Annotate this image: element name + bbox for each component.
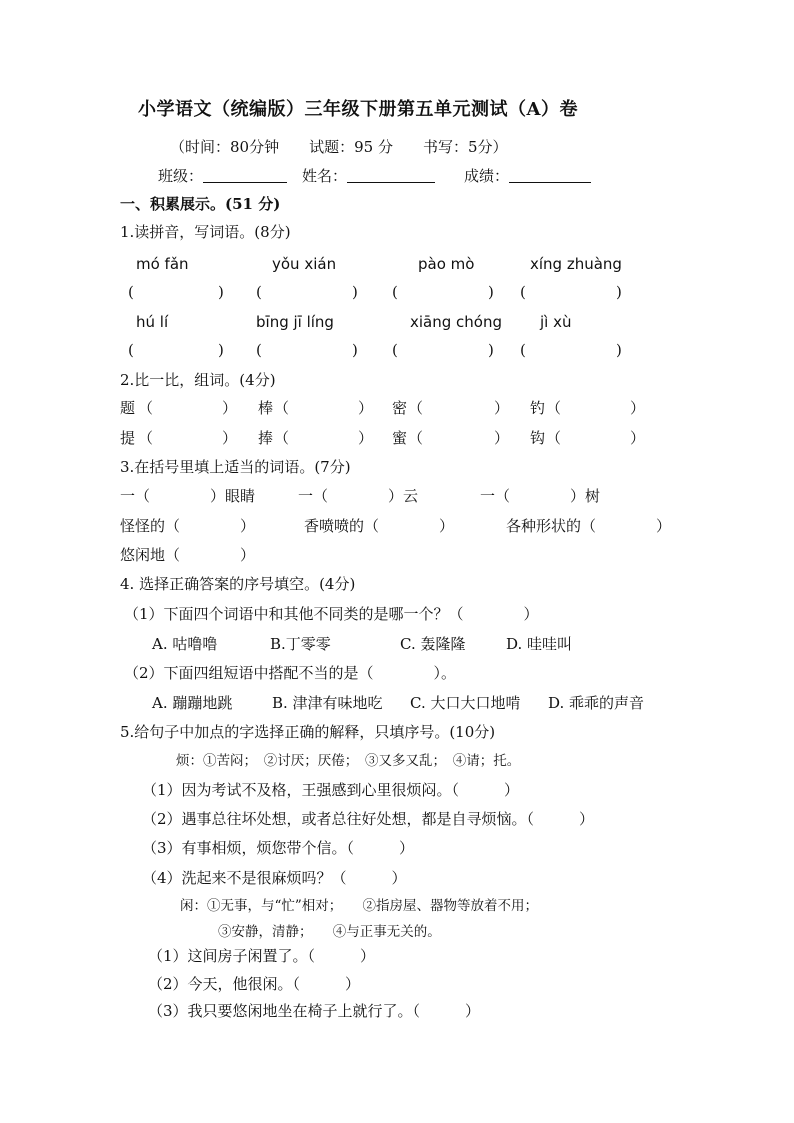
compare-char: 题 — [120, 399, 136, 417]
fill-item: 一（ ）树 — [480, 487, 601, 505]
question-2-title: 2.比一比，组词。(4分) — [120, 371, 276, 389]
bracket-open: （ — [408, 399, 424, 417]
pinyin: hú lí — [136, 313, 169, 331]
answer-blank-open: ( — [520, 283, 526, 301]
bracket-open: （ — [138, 429, 154, 447]
name-label: 姓名： — [302, 167, 348, 185]
option-d: D. 哇哇叫 — [506, 635, 573, 653]
definition-xian-cont: ③安静，清静； ④与正事无关的。 — [218, 924, 441, 940]
compare-char: 钩 — [530, 429, 546, 447]
bracket-close: ） — [222, 429, 238, 447]
sub-question: （3）有事相烦，烦您带个信。（ ） — [142, 839, 415, 857]
bracket-open: （ — [138, 399, 154, 417]
class-label: 班级： — [158, 167, 204, 185]
bracket-open: （ — [274, 429, 290, 447]
sub-question: （1）这间房子闲置了。（ ） — [148, 947, 376, 965]
option-d: D. 乖乖的声音 — [548, 694, 645, 712]
answer-blank-open: ( — [392, 341, 398, 359]
answer-blank-open: ( — [256, 283, 262, 301]
fill-item: 一（ ）眼睛 — [120, 487, 256, 505]
page-title: 小学语文（统编版）三年级下册第五单元测试（A）卷 — [138, 99, 578, 120]
bracket-open: （ — [408, 429, 424, 447]
fill-item: 怪怪的（ ） — [120, 517, 256, 535]
answer-blank-open: ( — [520, 341, 526, 359]
sub-question: （2）遇事总往坏处想，或者总往好处想，都是自寻烦恼。（ ） — [142, 810, 595, 828]
question-3-title: 3.在括号里填上适当的词语。(7分) — [120, 458, 351, 476]
class-field — [158, 166, 287, 186]
score-field — [464, 166, 591, 186]
answer-blank-close: ) — [616, 341, 622, 359]
answer-blank-open: ( — [128, 283, 134, 301]
compare-char: 钓 — [530, 399, 546, 417]
fill-item: 悠闲地（ ） — [120, 546, 256, 564]
pinyin: pào mò — [418, 255, 475, 273]
question-1-title: 1.读拼音，写词语。(8分) — [120, 223, 291, 241]
name-blank[interactable] — [347, 167, 435, 183]
sub-question: （2）今天，他很闲。（ ） — [148, 975, 361, 993]
fill-item: 一（ ）云 — [298, 487, 419, 505]
pinyin: bīng jī líng — [256, 313, 334, 331]
pinyin: xiāng chóng — [410, 313, 502, 331]
answer-blank-close: ) — [352, 341, 358, 359]
compare-char: 捧 — [258, 429, 274, 447]
sub-question: （4）洗起来不是很麻烦吗？（ ） — [142, 869, 407, 887]
score-blank[interactable] — [509, 167, 591, 183]
fill-item: 香喷喷的（ ） — [304, 517, 455, 535]
answer-blank-close: ) — [488, 341, 494, 359]
score-label: 成绩： — [464, 167, 510, 185]
bracket-close: ） — [494, 399, 510, 417]
bracket-open: （ — [546, 429, 562, 447]
pinyin: jì xù — [540, 313, 572, 331]
option-b: B.丁零零 — [270, 635, 331, 653]
answer-blank-open: ( — [128, 341, 134, 359]
answer-blank-close: ) — [352, 283, 358, 301]
option-c: C. 轰隆隆 — [400, 635, 466, 653]
bracket-open: （ — [274, 399, 290, 417]
option-c: C. 大口大口地啃 — [410, 694, 521, 712]
bracket-close: ） — [494, 429, 510, 447]
answer-blank-close: ) — [616, 283, 622, 301]
answer-blank-open: ( — [392, 283, 398, 301]
compare-char: 蜜 — [392, 429, 408, 447]
sub-question: （1）因为考试不及格，王强感到心里很烦闷。（ ） — [142, 781, 520, 799]
compare-char: 棒 — [258, 399, 274, 417]
question-5-title: 5.给句子中加点的字选择正确的解释，只填序号。(10分) — [120, 723, 496, 741]
bracket-close: ） — [358, 399, 374, 417]
answer-blank-close: ) — [218, 341, 224, 359]
question-4-title: 4. 选择正确答案的序号填空。(4分) — [120, 575, 356, 593]
section-heading: 一、积累展示。(51 分) — [120, 195, 281, 213]
bracket-close: ） — [222, 399, 238, 417]
definition-xian: 闲：①无事，与“忙”相对； ②指房屋、器物等放着不用； — [180, 898, 539, 914]
class-blank[interactable] — [203, 167, 287, 183]
answer-blank-open: ( — [256, 341, 262, 359]
exam-meta: （时间：80分钟 试题：95 分 书写：5分） — [170, 138, 508, 156]
pinyin: xíng zhuàng — [530, 255, 622, 273]
bracket-close: ） — [358, 429, 374, 447]
name-field — [302, 166, 435, 186]
answer-blank-close: ) — [218, 283, 224, 301]
sub-question: （1）下面四个词语中和其他不同类的是哪一个？（ ） — [124, 605, 539, 623]
bracket-close: ） — [630, 429, 646, 447]
fill-item: 各种形状的（ ） — [506, 517, 672, 535]
compare-char: 密 — [392, 399, 408, 417]
option-a: A. 蹦蹦地跳 — [152, 694, 233, 712]
sub-question: （2）下面四组短语中搭配不当的是（ ）。 — [124, 664, 457, 682]
pinyin: yǒu xián — [272, 255, 337, 273]
sub-question: （3）我只要悠闲地坐在椅子上就行了。（ ） — [148, 1002, 481, 1020]
answer-blank-close: ) — [488, 283, 494, 301]
definition-fan: 烦：①苦闷； ②讨厌；厌倦； ③又多又乱； ④请；托。 — [176, 753, 521, 769]
option-a: A. 咕噜噜 — [152, 635, 218, 653]
bracket-open: （ — [546, 399, 562, 417]
option-b: B. 津津有味地吃 — [272, 694, 383, 712]
bracket-close: ） — [630, 399, 646, 417]
compare-char: 提 — [120, 429, 136, 447]
pinyin: mó fǎn — [136, 255, 189, 273]
